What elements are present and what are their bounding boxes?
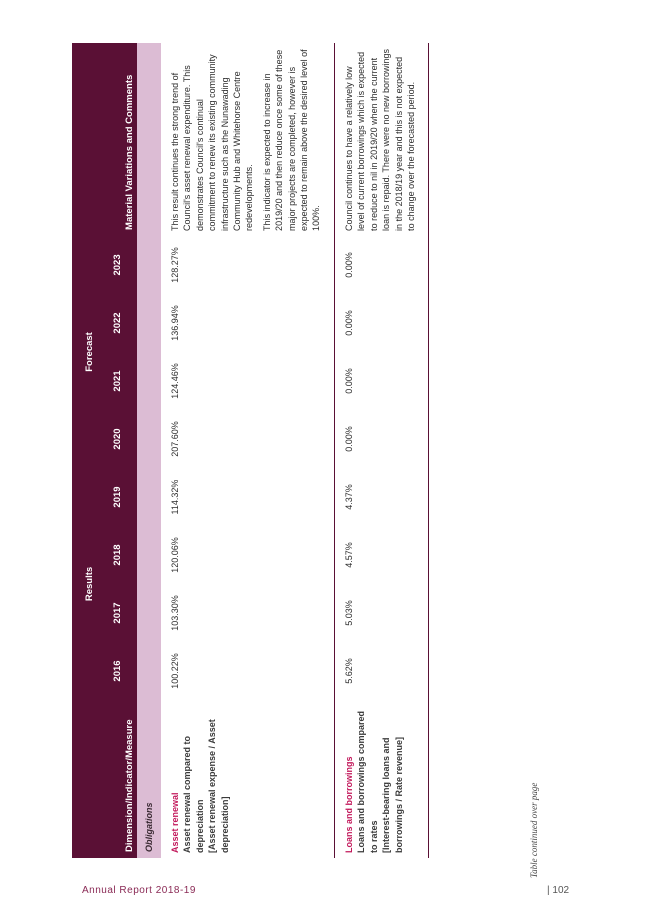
section-label: Obligations xyxy=(137,43,161,858)
header-year: 2020 xyxy=(97,410,137,468)
header-dimension: Dimension/Indicator/Measure xyxy=(72,700,137,858)
comment-cell xyxy=(334,43,428,236)
value-cell: 0.00% xyxy=(334,410,428,468)
rotated-table-container xyxy=(72,43,524,858)
header-year: 2023 xyxy=(97,236,137,294)
comment-paragraph: This indicator is expected to increase in 2019/20 and then reduce once some of these major projects are completed, however is expected to remain above the desired level of 100%. xyxy=(261,49,322,231)
value-cell: 100.22% xyxy=(161,642,334,700)
value-cell: 136.94% xyxy=(161,294,334,352)
value-cell: 4.37% xyxy=(334,468,428,526)
value-cell: 103.30% xyxy=(161,584,334,642)
header-year: 2021 xyxy=(97,352,137,410)
table-row xyxy=(161,43,334,858)
header-year: 2017 xyxy=(97,584,137,642)
section-row xyxy=(137,43,161,858)
value-cell: 120.06% xyxy=(161,526,334,584)
value-cell: 0.00% xyxy=(334,294,428,352)
comment-paragraph: This result continues the strong trend of Council's asset renewal expenditure. This demonstrates Council's continual commitment to renew its existing community infrastructure such as the Nunawading Community Hub and Whitehorse Centre redevelopments. xyxy=(170,54,255,231)
header-year: 2016 xyxy=(97,642,137,700)
header-comments: Material Variations and Comments xyxy=(72,43,137,236)
value-cell: 114.32% xyxy=(161,468,334,526)
header-results: Results xyxy=(72,468,97,700)
footer-page-number: | 102 xyxy=(547,885,570,896)
value-cell: 128.27% xyxy=(161,236,334,294)
value-cell: 124.46% xyxy=(161,352,334,410)
measure-name: Loans and borrowings xyxy=(343,756,354,853)
footer-report-title: Annual Report 2018-19 xyxy=(82,885,196,896)
measure-cell xyxy=(334,700,428,858)
indicator-table xyxy=(72,43,429,858)
value-cell: 5.03% xyxy=(334,584,428,642)
measure-description: Loans and borrowings compared to rates xyxy=(356,710,379,853)
table-continued-note: Table continued over page xyxy=(529,782,539,878)
comment-cell xyxy=(161,43,334,236)
header-year: 2022 xyxy=(97,294,137,352)
header-row-groups xyxy=(72,43,97,858)
value-cell: 5.62% xyxy=(334,642,428,700)
value-cell: 0.00% xyxy=(334,352,428,410)
measure-name: Asset renewal xyxy=(170,792,180,853)
value-cell: 207.60% xyxy=(161,410,334,468)
measure-formula: [Asset renewal expense / Asset depreciation] xyxy=(207,719,230,853)
header-forecast: Forecast xyxy=(72,236,97,468)
comment-paragraph: Council continues to have a relatively low level of current borrowings which is expected to reduce to nil in 2019/20 when the current loan is repaid. There were no new borrowings in the 2018/19 year and this is not expected to change over the forecasted period. xyxy=(343,49,416,231)
measure-cell xyxy=(161,700,334,858)
table-row xyxy=(334,43,428,858)
measure-description: Asset renewal compared to depreciation xyxy=(182,735,205,853)
measure-formula: [Interest-bearing loans and borrowings / Rate revenue] xyxy=(381,736,404,853)
header-year: 2018 xyxy=(97,526,137,584)
header-year: 2019 xyxy=(97,468,137,526)
value-cell: 0.00% xyxy=(334,236,428,294)
value-cell: 4.57% xyxy=(334,526,428,584)
